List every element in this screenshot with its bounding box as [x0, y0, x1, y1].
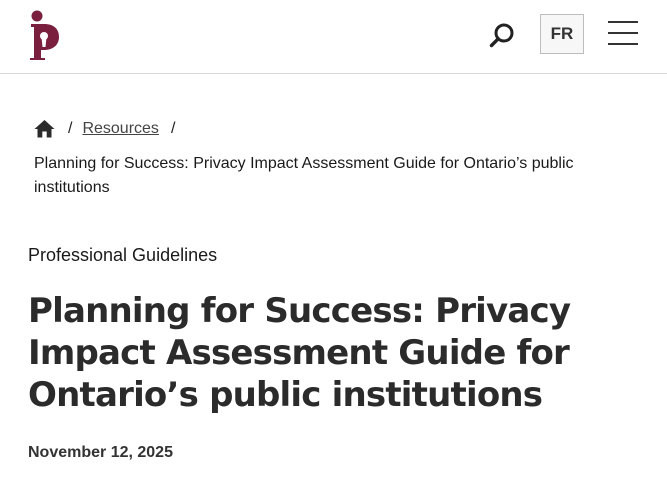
site-header: [0, 0, 667, 74]
language-toggle-button[interactable]: FR: [540, 14, 584, 54]
search-icon: [488, 22, 516, 50]
ipc-logo-icon: [28, 10, 60, 62]
breadcrumb-row: [34, 118, 634, 140]
home-icon: [34, 119, 55, 138]
page-title: Planning for Success: Privacy Impact Assessment Guide for Ontario’s public institutions: [28, 291, 571, 415]
hamburger-menu-icon: [608, 21, 638, 23]
breadcrumb-home-link[interactable]: [34, 119, 56, 139]
breadcrumb-separator: /: [170, 120, 176, 137]
menu-button[interactable]: [608, 21, 638, 47]
breadcrumb-current-page: Planning for Success: Privacy Impact Assessment Guide for Ontario’s public institutions: [34, 155, 574, 196]
breadcrumb-link-resources[interactable]: Resources: [82, 120, 159, 137]
search-button[interactable]: [486, 20, 518, 52]
publication-date: November 12, 2025: [28, 444, 173, 461]
breadcrumb: [34, 118, 634, 200]
content-category: Professional Guidelines: [28, 245, 218, 265]
site-logo[interactable]: [28, 10, 60, 62]
breadcrumb-separator: /: [68, 120, 73, 137]
